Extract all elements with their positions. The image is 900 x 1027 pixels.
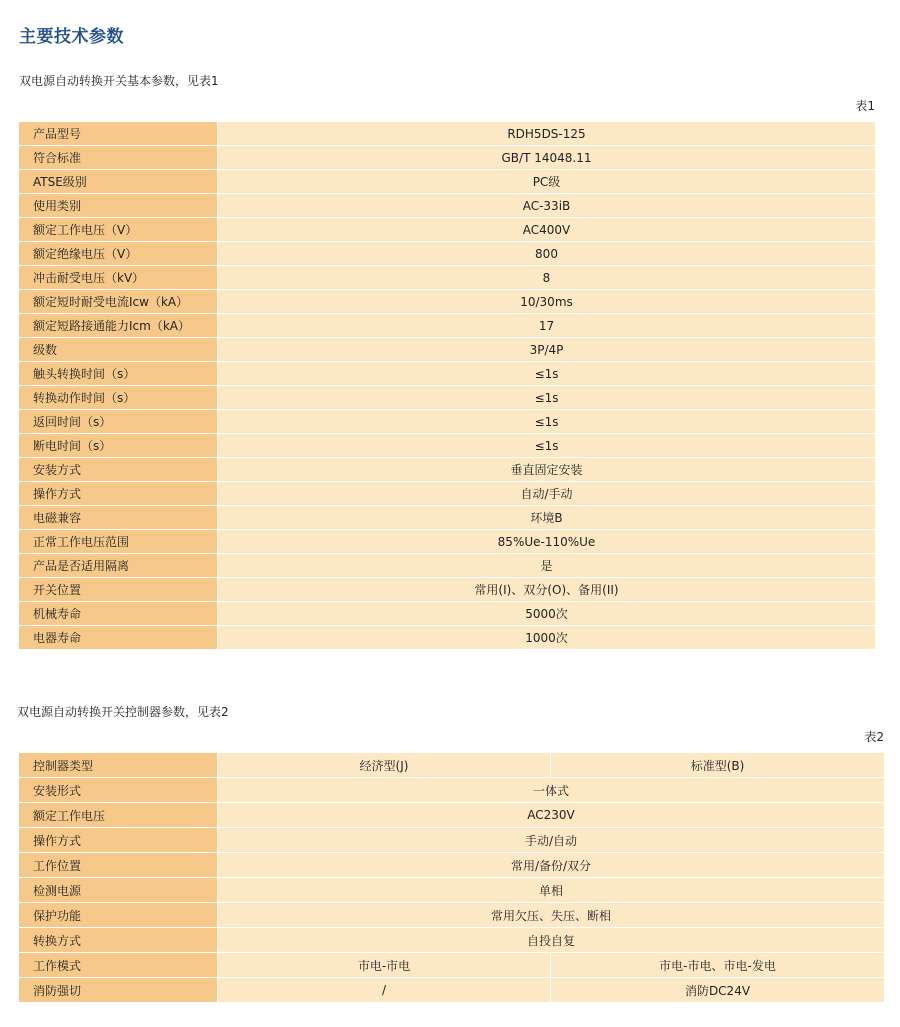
table-row — [19, 242, 876, 266]
table-row — [19, 122, 876, 146]
param-label: 电磁兼容 — [19, 506, 218, 530]
param-value: 标准型(B) — [551, 753, 885, 778]
param-value: 1000次 — [218, 626, 876, 650]
table-row — [19, 530, 876, 554]
param-value: AC-33iB — [218, 194, 876, 218]
param-value: 自动/手动 — [218, 482, 876, 506]
table-row — [19, 314, 876, 338]
param-value: 手动/自动 — [218, 828, 885, 853]
param-value: GB/T 14048.11 — [218, 146, 876, 170]
table-row — [19, 146, 876, 170]
table-row — [19, 602, 876, 626]
table-row — [19, 903, 885, 928]
param-value: 是 — [218, 554, 876, 578]
table-row — [19, 753, 885, 778]
param-label: 控制器类型 — [19, 753, 218, 778]
param-value: 单相 — [218, 878, 885, 903]
param-label: 安装方式 — [19, 458, 218, 482]
param-label: 级数 — [19, 338, 218, 362]
table-row — [19, 953, 885, 978]
table-row — [19, 878, 885, 903]
table-row — [19, 626, 876, 650]
table-row — [19, 434, 876, 458]
param-label: 产品是否适用隔离 — [19, 554, 218, 578]
table-row — [19, 482, 876, 506]
param-value: 3P/4P — [218, 338, 876, 362]
param-value: 常用(I)、双分(O)、备用(II) — [218, 578, 876, 602]
table-row — [19, 338, 876, 362]
param-label: 工作模式 — [19, 953, 218, 978]
param-label: 操作方式 — [19, 482, 218, 506]
param-label: 额定工作电压（V） — [19, 218, 218, 242]
param-value: 经济型(J) — [218, 753, 551, 778]
param-value: 自投自复 — [218, 928, 885, 953]
param-label: 产品型号 — [19, 122, 218, 146]
param-label: 额定工作电压 — [19, 803, 218, 828]
param-label: 保护功能 — [19, 903, 218, 928]
table-row — [19, 928, 885, 953]
param-label: 额定绝缘电压（V） — [19, 242, 218, 266]
param-label: 转换动作时间（s） — [19, 386, 218, 410]
controller-parameters-table — [18, 752, 885, 1003]
param-value: PC级 — [218, 170, 876, 194]
param-label: 冲击耐受电压（kV） — [19, 266, 218, 290]
param-value: 17 — [218, 314, 876, 338]
basic-parameters-table — [18, 121, 876, 650]
table-row — [19, 978, 885, 1003]
param-value: 800 — [218, 242, 876, 266]
param-value: 85%Ue-110%Ue — [218, 530, 876, 554]
param-label: 工作位置 — [19, 853, 218, 878]
param-label: 使用类别 — [19, 194, 218, 218]
param-value: AC230V — [218, 803, 885, 828]
table1-caption: 表1 — [855, 99, 875, 113]
table-row — [19, 778, 885, 803]
param-label: 消防强切 — [19, 978, 218, 1003]
param-label: 额定短时耐受电流Icw（kA） — [19, 290, 218, 314]
param-value: ≤1s — [218, 434, 876, 458]
table-row — [19, 458, 876, 482]
table-row — [19, 410, 876, 434]
param-value: 环境B — [218, 506, 876, 530]
param-label: 操作方式 — [19, 828, 218, 853]
table-row — [19, 578, 876, 602]
param-label: 额定短路接通能力Icm（kA） — [19, 314, 218, 338]
param-value: AC400V — [218, 218, 876, 242]
table-row — [19, 853, 885, 878]
table-row — [19, 218, 876, 242]
param-label: 开关位置 — [19, 578, 218, 602]
table-row — [19, 194, 876, 218]
param-value: 市电-市电、市电-发电 — [551, 953, 885, 978]
param-value: ≤1s — [218, 410, 876, 434]
param-label: 正常工作电压范围 — [19, 530, 218, 554]
table2-caption: 表2 — [864, 730, 884, 744]
param-label: 机械寿命 — [19, 602, 218, 626]
param-value: 常用欠压、失压、断相 — [218, 903, 885, 928]
param-label: 安装形式 — [19, 778, 218, 803]
table-row — [19, 290, 876, 314]
param-value: 垂直固定安装 — [218, 458, 876, 482]
param-value: 10/30ms — [218, 290, 876, 314]
param-value: 市电-市电 — [218, 953, 551, 978]
table-row — [19, 386, 876, 410]
param-value: / — [218, 978, 551, 1003]
param-label: 返回时间（s） — [19, 410, 218, 434]
table-row — [19, 362, 876, 386]
param-label: 转换方式 — [19, 928, 218, 953]
table-row — [19, 170, 876, 194]
param-label: 符合标准 — [19, 146, 218, 170]
param-value: 8 — [218, 266, 876, 290]
table1-intro: 双电源自动转换开关基本参数，见表1 — [19, 74, 219, 88]
param-value: 5000次 — [218, 602, 876, 626]
param-label: 触头转换时间（s） — [19, 362, 218, 386]
param-value: ≤1s — [218, 386, 876, 410]
param-value: RDH5DS-125 — [218, 122, 876, 146]
table-row — [19, 554, 876, 578]
table-row — [19, 828, 885, 853]
param-value: 一体式 — [218, 778, 885, 803]
table-row — [19, 266, 876, 290]
table-row — [19, 803, 885, 828]
table2-intro: 双电源自动转换开关控制器参数，见表2 — [17, 705, 229, 719]
param-label: 电器寿命 — [19, 626, 218, 650]
param-label: 断电时间（s） — [19, 434, 218, 458]
param-value: ≤1s — [218, 362, 876, 386]
param-label: ATSE级别 — [19, 170, 218, 194]
param-label: 检测电源 — [19, 878, 218, 903]
table-row — [19, 506, 876, 530]
page-title: 主要技术参数 — [19, 27, 124, 47]
param-value: 常用/备份/双分 — [218, 853, 885, 878]
param-value: 消防DC24V — [551, 978, 885, 1003]
